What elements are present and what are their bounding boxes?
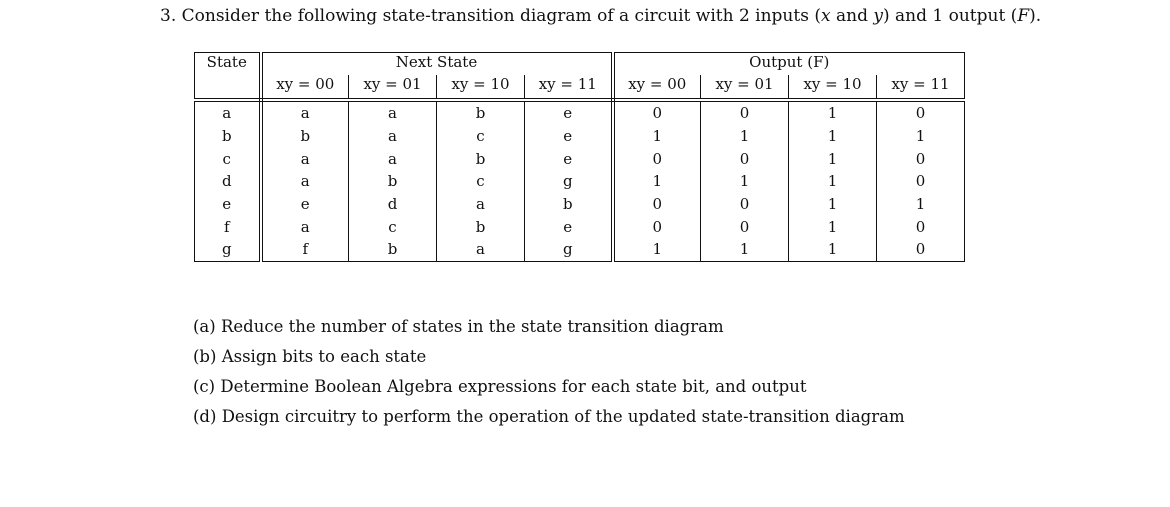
next-state-cell: a xyxy=(261,147,349,170)
output-cell: 1 xyxy=(701,170,789,193)
next-input-col-3: xy = 11 xyxy=(525,75,613,100)
question-parts xyxy=(193,312,905,432)
next-state-cell: a xyxy=(437,193,525,216)
output-cell: 1 xyxy=(789,147,877,170)
next-state-cell: a xyxy=(261,170,349,193)
table-row xyxy=(195,238,965,261)
next-state-cell: a xyxy=(261,215,349,238)
state-header: State xyxy=(195,53,261,101)
problem-statement xyxy=(160,6,1041,26)
output-cell: 1 xyxy=(789,100,877,125)
question-part xyxy=(193,402,905,432)
output-cell: 1 xyxy=(701,125,789,148)
output-cell: 1 xyxy=(789,125,877,148)
problem-text-before: Consider the following state-transition diagram of a circuit with 2 inputs ( xyxy=(181,6,821,26)
question-part-label: (b) xyxy=(193,347,217,366)
question-part-label: (d) xyxy=(193,407,217,426)
output-cell: 1 xyxy=(613,170,701,193)
output-cell: 1 xyxy=(877,193,965,216)
output-cell: 0 xyxy=(701,147,789,170)
output-input-col-3: xy = 11 xyxy=(877,75,965,100)
table-row xyxy=(195,100,965,125)
next-state-cell: e xyxy=(525,100,613,125)
problem-text-mid: ) and 1 output ( xyxy=(882,6,1018,26)
state-transition-table xyxy=(194,52,965,262)
problem-and: and xyxy=(830,6,874,26)
next-state-cell: a xyxy=(349,147,437,170)
next-state-cell: b xyxy=(525,193,613,216)
output-cell: 0 xyxy=(701,100,789,125)
output-cell: 1 xyxy=(613,125,701,148)
next-state-cell: b xyxy=(349,170,437,193)
question-part xyxy=(193,312,905,342)
table-row xyxy=(195,125,965,148)
question-part-label: (a) xyxy=(193,317,216,336)
next-state-cell: a xyxy=(437,238,525,261)
output-cell: 0 xyxy=(701,215,789,238)
question-part-label: (c) xyxy=(193,377,216,396)
next-state-cell: c xyxy=(349,215,437,238)
next-state-cell: b xyxy=(261,125,349,148)
question-part-text: Reduce the number of states in the state transition diagram xyxy=(220,317,724,336)
output-header xyxy=(613,53,965,76)
next-state-cell: b xyxy=(437,100,525,125)
state-cell: e xyxy=(195,193,261,216)
next-state-cell: a xyxy=(349,100,437,125)
next-state-cell: g xyxy=(525,238,613,261)
state-cell: c xyxy=(195,147,261,170)
output-cell: 1 xyxy=(789,170,877,193)
question-part-text: Determine Boolean Algebra expressions for each state bit, and output xyxy=(220,377,807,396)
output-cell: 0 xyxy=(877,238,965,261)
question-part-text: Assign bits to each state xyxy=(221,347,427,366)
next-state-cell: b xyxy=(349,238,437,261)
next-state-cell: d xyxy=(349,193,437,216)
output-cell: 0 xyxy=(613,215,701,238)
question-part-text: Design circuitry to perform the operation of the updated state-transition diagram xyxy=(221,407,905,426)
state-cell: b xyxy=(195,125,261,148)
next-state-cell: e xyxy=(525,147,613,170)
output-cell: 0 xyxy=(613,147,701,170)
next-input-col-0: xy = 00 xyxy=(261,75,349,100)
output-cell: 0 xyxy=(877,100,965,125)
state-cell: a xyxy=(195,100,261,125)
output-cell: 1 xyxy=(789,238,877,261)
problem-number: 3. xyxy=(160,6,177,26)
next-state-cell: e xyxy=(261,193,349,216)
table-row xyxy=(195,215,965,238)
next-state-cell: a xyxy=(349,125,437,148)
next-state-cell: g xyxy=(525,170,613,193)
next-state-cell: e xyxy=(525,215,613,238)
output-cell: 0 xyxy=(613,100,701,125)
next-state-cell: f xyxy=(261,238,349,261)
output-cell: 0 xyxy=(701,193,789,216)
var-f: F xyxy=(1017,6,1030,26)
table-row xyxy=(195,193,965,216)
output-cell: 1 xyxy=(789,193,877,216)
next-state-cell: b xyxy=(437,147,525,170)
question-part xyxy=(193,372,905,402)
output-cell: 1 xyxy=(789,215,877,238)
next-input-col-2: xy = 10 xyxy=(437,75,525,100)
output-cell: 0 xyxy=(877,147,965,170)
next-state-header: Next State xyxy=(261,53,613,76)
output-input-col-2: xy = 10 xyxy=(789,75,877,100)
next-state-cell: e xyxy=(525,125,613,148)
question-part xyxy=(193,342,905,372)
output-cell: 0 xyxy=(613,193,701,216)
table-row xyxy=(195,147,965,170)
output-cell: 1 xyxy=(613,238,701,261)
var-y: y xyxy=(873,6,883,26)
state-cell: f xyxy=(195,215,261,238)
next-state-cell: c xyxy=(437,170,525,193)
output-input-col-1: xy = 01 xyxy=(701,75,789,100)
state-cell: d xyxy=(195,170,261,193)
table-row xyxy=(195,170,965,193)
output-input-col-0: xy = 00 xyxy=(613,75,701,100)
next-state-cell: c xyxy=(437,125,525,148)
var-x: x xyxy=(820,6,831,26)
state-cell: g xyxy=(195,238,261,261)
next-state-cell: a xyxy=(261,100,349,125)
output-cell: 0 xyxy=(877,215,965,238)
next-input-col-1: xy = 01 xyxy=(349,75,437,100)
output-cell: 0 xyxy=(877,170,965,193)
problem-text-end: ). xyxy=(1029,6,1042,26)
output-cell: 1 xyxy=(701,238,789,261)
output-cell: 1 xyxy=(877,125,965,148)
next-state-cell: b xyxy=(437,215,525,238)
output-header-label: Output (F) xyxy=(749,53,830,71)
